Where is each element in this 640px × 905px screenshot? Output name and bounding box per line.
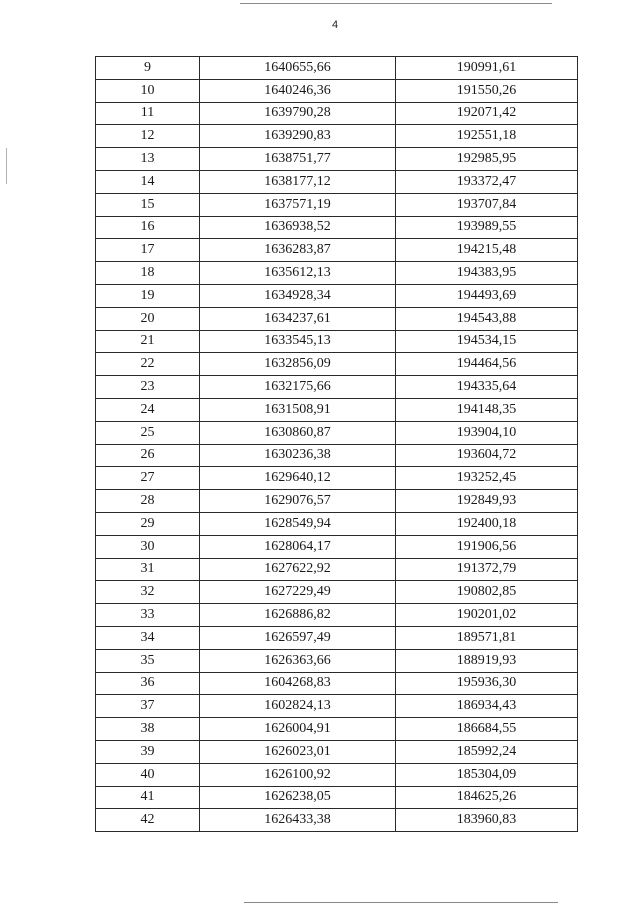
y-coordinate-cell: 194534,15 — [396, 330, 578, 353]
table-row — [96, 809, 578, 832]
table-row — [96, 604, 578, 627]
x-coordinate-cell: 1626100,92 — [200, 763, 396, 786]
point-number-cell: 26 — [96, 444, 200, 467]
y-coordinate-cell: 194215,48 — [396, 239, 578, 262]
x-coordinate-cell: 1626886,82 — [200, 604, 396, 627]
point-number-cell: 22 — [96, 353, 200, 376]
point-number-cell: 42 — [96, 809, 200, 832]
y-coordinate-cell: 193989,55 — [396, 216, 578, 239]
y-coordinate-cell: 186684,55 — [396, 718, 578, 741]
point-number-cell: 37 — [96, 695, 200, 718]
x-coordinate-cell: 1632175,66 — [200, 376, 396, 399]
y-coordinate-cell: 192551,18 — [396, 125, 578, 148]
x-coordinate-cell: 1627229,49 — [200, 581, 396, 604]
point-number-cell: 24 — [96, 398, 200, 421]
x-coordinate-cell: 1638751,77 — [200, 148, 396, 171]
table-row — [96, 79, 578, 102]
table-row — [96, 148, 578, 171]
point-number-cell: 11 — [96, 102, 200, 125]
scan-edge-bottom — [244, 902, 558, 903]
table-row — [96, 718, 578, 741]
y-coordinate-cell: 185304,09 — [396, 763, 578, 786]
x-coordinate-cell: 1629076,57 — [200, 490, 396, 513]
point-number-cell: 41 — [96, 786, 200, 809]
y-coordinate-cell: 193707,84 — [396, 193, 578, 216]
table-row — [96, 57, 578, 80]
x-coordinate-cell: 1634237,61 — [200, 307, 396, 330]
point-number-cell: 38 — [96, 718, 200, 741]
coordinates-table — [95, 56, 578, 832]
table-row — [96, 535, 578, 558]
coordinates-table-body — [96, 57, 578, 832]
table-row — [96, 398, 578, 421]
x-coordinate-cell: 1635612,13 — [200, 262, 396, 285]
point-number-cell: 20 — [96, 307, 200, 330]
x-coordinate-cell: 1627622,92 — [200, 558, 396, 581]
point-number-cell: 32 — [96, 581, 200, 604]
table-row — [96, 216, 578, 239]
x-coordinate-cell: 1631508,91 — [200, 398, 396, 421]
point-number-cell: 16 — [96, 216, 200, 239]
y-coordinate-cell: 194493,69 — [396, 284, 578, 307]
point-number-cell: 36 — [96, 672, 200, 695]
y-coordinate-cell: 186934,43 — [396, 695, 578, 718]
table-row — [96, 467, 578, 490]
x-coordinate-cell: 1629640,12 — [200, 467, 396, 490]
y-coordinate-cell: 193604,72 — [396, 444, 578, 467]
point-number-cell: 27 — [96, 467, 200, 490]
y-coordinate-cell: 185992,24 — [396, 740, 578, 763]
y-coordinate-cell: 191906,56 — [396, 535, 578, 558]
table-row — [96, 490, 578, 513]
table-row — [96, 444, 578, 467]
y-coordinate-cell: 190991,61 — [396, 57, 578, 80]
x-coordinate-cell: 1602824,13 — [200, 695, 396, 718]
table-row — [96, 307, 578, 330]
y-coordinate-cell: 191372,79 — [396, 558, 578, 581]
table-row — [96, 512, 578, 535]
x-coordinate-cell: 1639290,83 — [200, 125, 396, 148]
scan-edge-left — [6, 148, 7, 184]
table-row — [96, 330, 578, 353]
y-coordinate-cell: 194335,64 — [396, 376, 578, 399]
y-coordinate-cell: 192400,18 — [396, 512, 578, 535]
table-row — [96, 763, 578, 786]
y-coordinate-cell: 192985,95 — [396, 148, 578, 171]
y-coordinate-cell: 192849,93 — [396, 490, 578, 513]
y-coordinate-cell: 195936,30 — [396, 672, 578, 695]
x-coordinate-cell: 1636938,52 — [200, 216, 396, 239]
x-coordinate-cell: 1626238,05 — [200, 786, 396, 809]
x-coordinate-cell: 1634928,34 — [200, 284, 396, 307]
point-number-cell: 29 — [96, 512, 200, 535]
point-number-cell: 31 — [96, 558, 200, 581]
table-row — [96, 376, 578, 399]
table-row — [96, 581, 578, 604]
point-number-cell: 23 — [96, 376, 200, 399]
table-row — [96, 353, 578, 376]
x-coordinate-cell: 1636283,87 — [200, 239, 396, 262]
y-coordinate-cell: 194383,95 — [396, 262, 578, 285]
x-coordinate-cell: 1630236,38 — [200, 444, 396, 467]
table-row — [96, 239, 578, 262]
y-coordinate-cell: 189571,81 — [396, 626, 578, 649]
point-number-cell: 13 — [96, 148, 200, 171]
point-number-cell: 33 — [96, 604, 200, 627]
point-number-cell: 40 — [96, 763, 200, 786]
point-number-cell: 12 — [96, 125, 200, 148]
table-row — [96, 695, 578, 718]
x-coordinate-cell: 1640246,36 — [200, 79, 396, 102]
y-coordinate-cell: 193904,10 — [396, 421, 578, 444]
table-row — [96, 672, 578, 695]
x-coordinate-cell: 1626433,38 — [200, 809, 396, 832]
table-row — [96, 626, 578, 649]
table-row — [96, 740, 578, 763]
x-coordinate-cell: 1637571,19 — [200, 193, 396, 216]
table-row — [96, 649, 578, 672]
x-coordinate-cell: 1632856,09 — [200, 353, 396, 376]
y-coordinate-cell: 188919,93 — [396, 649, 578, 672]
x-coordinate-cell: 1628064,17 — [200, 535, 396, 558]
x-coordinate-cell: 1626597,49 — [200, 626, 396, 649]
table-row — [96, 262, 578, 285]
y-coordinate-cell: 183960,83 — [396, 809, 578, 832]
point-number-cell: 18 — [96, 262, 200, 285]
point-number-cell: 15 — [96, 193, 200, 216]
y-coordinate-cell: 190201,02 — [396, 604, 578, 627]
x-coordinate-cell: 1633545,13 — [200, 330, 396, 353]
x-coordinate-cell: 1604268,83 — [200, 672, 396, 695]
y-coordinate-cell: 192071,42 — [396, 102, 578, 125]
point-number-cell: 28 — [96, 490, 200, 513]
point-number-cell: 35 — [96, 649, 200, 672]
table-row — [96, 193, 578, 216]
point-number-cell: 34 — [96, 626, 200, 649]
point-number-cell: 9 — [96, 57, 200, 80]
y-coordinate-cell: 193252,45 — [396, 467, 578, 490]
x-coordinate-cell: 1640655,66 — [200, 57, 396, 80]
x-coordinate-cell: 1626363,66 — [200, 649, 396, 672]
x-coordinate-cell: 1638177,12 — [200, 170, 396, 193]
point-number-cell: 10 — [96, 79, 200, 102]
point-number-cell: 25 — [96, 421, 200, 444]
table-row — [96, 421, 578, 444]
table-row — [96, 102, 578, 125]
y-coordinate-cell: 194543,88 — [396, 307, 578, 330]
point-number-cell: 39 — [96, 740, 200, 763]
point-number-cell: 17 — [96, 239, 200, 262]
point-number-cell: 19 — [96, 284, 200, 307]
point-number-cell: 21 — [96, 330, 200, 353]
table-row — [96, 284, 578, 307]
table-row — [96, 125, 578, 148]
table-row — [96, 558, 578, 581]
x-coordinate-cell: 1630860,87 — [200, 421, 396, 444]
page-number: 4 — [331, 19, 339, 31]
point-number-cell: 30 — [96, 535, 200, 558]
y-coordinate-cell: 193372,47 — [396, 170, 578, 193]
x-coordinate-cell: 1628549,94 — [200, 512, 396, 535]
x-coordinate-cell: 1626004,91 — [200, 718, 396, 741]
scan-edge-top — [240, 3, 552, 4]
x-coordinate-cell: 1626023,01 — [200, 740, 396, 763]
table-row — [96, 786, 578, 809]
y-coordinate-cell: 190802,85 — [396, 581, 578, 604]
y-coordinate-cell: 194148,35 — [396, 398, 578, 421]
y-coordinate-cell: 194464,56 — [396, 353, 578, 376]
point-number-cell: 14 — [96, 170, 200, 193]
y-coordinate-cell: 184625,26 — [396, 786, 578, 809]
x-coordinate-cell: 1639790,28 — [200, 102, 396, 125]
y-coordinate-cell: 191550,26 — [396, 79, 578, 102]
table-row — [96, 170, 578, 193]
